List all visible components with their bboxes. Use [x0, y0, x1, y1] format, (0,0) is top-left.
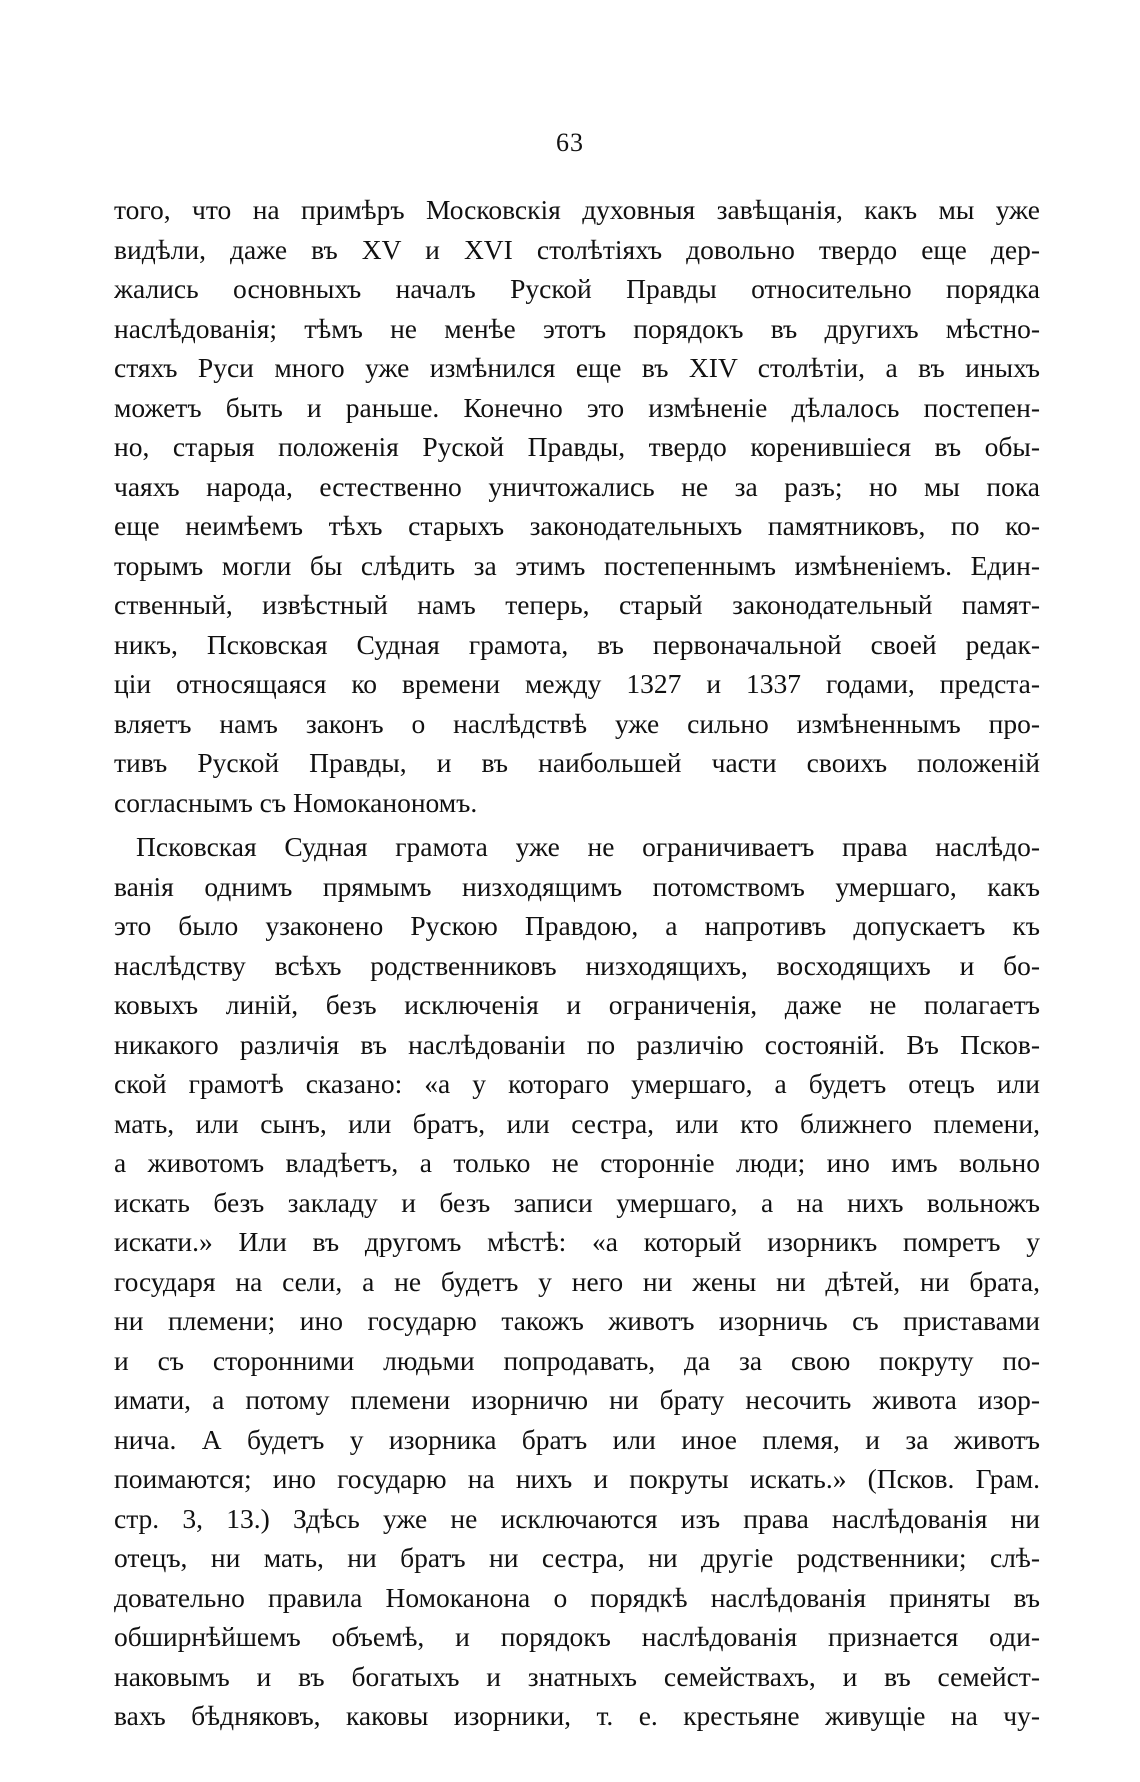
text-line: государя на сели, а не будетъ у него ни жены ни дѣтей, ни брата, [114, 1265, 1040, 1297]
text-line: ковыхъ линій, безъ исключенія и ограниченія, даже не полагаетъ [114, 989, 1040, 1020]
text-line: это было узаконено Рускою Правдою, а напротивъ допускаетъ къ [114, 910, 1040, 941]
text-line: имати, а потому племени изорничю ни брату несочить живота изор- [114, 1384, 1040, 1415]
text-line: и съ сторонними людьми попродавать, да за свою покруту по- [114, 1344, 1040, 1376]
text-line: видѣли, даже въ XV и XVI столѣтіяхъ довольно твердо еще дер- [114, 233, 1040, 265]
text-line: обширнѣйшемъ объемѣ, и порядокъ наслѣдованія признается оди- [114, 1621, 1040, 1652]
text-line: тивъ Руской Правды, и въ наибольшей части своихъ положеній [114, 747, 1040, 778]
text-line: а животомъ владѣетъ, а только не сторонніе люди; ино имъ вольно [114, 1147, 1040, 1178]
text-line: наслѣдованія; тѣмъ не менѣе этотъ порядокъ въ другихъ мѣстно- [114, 312, 1040, 344]
text-line: поимаются; ино государю на нихъ и покруты искать.» (Псков. Грам. [114, 1463, 1040, 1494]
text-line: того, что на примѣръ Московскія духовныя завѣщанія, какъ мы уже [114, 194, 1040, 225]
text-line: жались основныхъ началъ Руской Правды относительно порядка [114, 273, 1040, 304]
text-line: наковымъ и въ богатыхъ и знатныхъ семействахъ, и въ семейст- [114, 1660, 1040, 1692]
text-line: стр. 3, 13.) Здѣсь уже не исключаются изъ права наслѣдованія ни [114, 1502, 1040, 1534]
text-line: довательно правила Номоканона о порядкѣ наслѣдованія приняты въ [114, 1581, 1040, 1613]
text-line: торымъ могли бы слѣдить за этимъ постепеннымъ измѣненіемъ. Един- [114, 549, 1040, 581]
text-line: вляетъ намъ законъ о наслѣдствѣ уже сильно измѣненнымъ про- [114, 707, 1040, 739]
paragraph-1 [114, 190, 1040, 822]
text-line: ціи относящаяся ко времени между 1327 и 1337 годами, предста- [114, 668, 1040, 699]
text-line: нича. А будетъ у изорника братъ или иное племя, и за животъ [114, 1423, 1040, 1455]
page-number: 63 [556, 128, 584, 157]
body-text [114, 190, 1040, 1736]
text-line: наслѣдству всѣхъ родственниковъ низходящихъ, восходящихъ и бо- [114, 949, 1040, 981]
text-line: чаяхъ народа, естественно уничтожались не за разъ; но мы пока [114, 470, 1040, 502]
text-line: искать безъ закладу и безъ записи умершаго, а на нихъ вольножъ [114, 1186, 1040, 1218]
text-line: мать, или сынъ, или братъ, или сестра, или кто ближнего племени, [114, 1107, 1040, 1139]
text-line: никакого различія въ наслѣдованіи по различію состояній. Въ Псков- [114, 1028, 1040, 1060]
text-line: еще неимѣемъ тѣхъ старыхъ законодательныхъ памятниковъ, по ко- [114, 510, 1040, 541]
text-line: согласнымъ съ Номоканономъ. [114, 786, 478, 818]
text-line: отецъ, ни мать, ни братъ ни сестра, ни другіе родственники; слѣ- [114, 1542, 1040, 1573]
text-line: ственный, извѣстный намъ теперь, старый законодательный памят- [114, 589, 1040, 620]
paragraph-2 [114, 827, 1040, 1736]
text-line: Псковская Судная грамота уже не ограничиваетъ права наслѣдо- [136, 831, 1040, 862]
text-line: ванія однимъ прямымъ низходящимъ потомствомъ умершаго, какъ [114, 870, 1040, 902]
text-line: никъ, Псковская Судная грамота, въ первоначальной своей редак- [114, 628, 1040, 660]
text-line: стяхъ Руси много уже измѣнился еще въ XIV столѣтіи, а въ иныхъ [114, 352, 1040, 383]
text-line: можетъ быть и раньше. Конечно это измѣненіе дѣлалось постепен- [114, 391, 1040, 423]
text-line: но, старыя положенія Руской Правды, твердо коренившіеся въ обы- [114, 431, 1040, 462]
text-line: ской грамотѣ сказано: «а у котораго умершаго, а будетъ отецъ или [114, 1068, 1040, 1099]
text-line: ни племени; ино государю такожъ животъ изорничь съ приставами [114, 1305, 1040, 1336]
text-line: вахъ бѣдняковъ, каковы изорники, т. е. крестьяне живущіе на чу- [114, 1700, 1040, 1731]
text-line: искати.» Или въ другомъ мѣстѣ: «а который изорникъ помретъ у [114, 1226, 1040, 1257]
